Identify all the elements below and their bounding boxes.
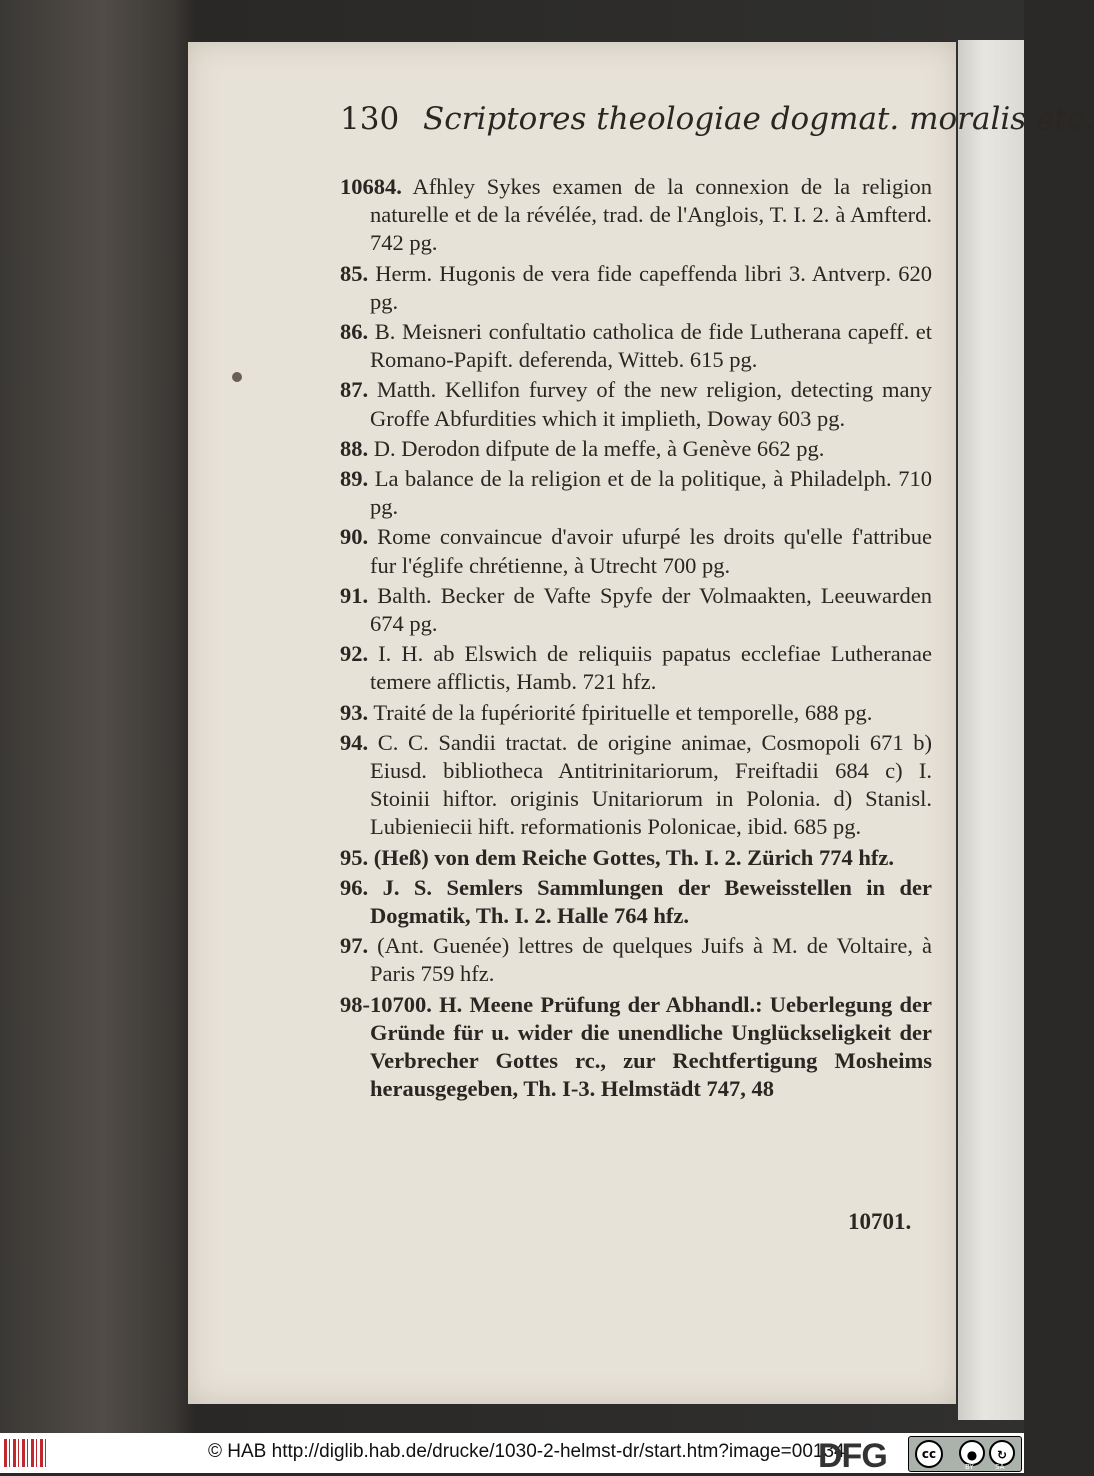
catalogue-entry: [340, 729, 932, 842]
entry-text: Balth. Becker de Vafte Spyfe der Volmaakten, Leeuwarden 674 pg.: [370, 582, 932, 637]
entry-number: 91.: [340, 582, 369, 608]
citation-link[interactable]: © HAB http://diglib.hab.de/drucke/1030-2-helmst-dr/start.htm?image=00134: [208, 1441, 845, 1462]
entry-number: 94.: [340, 729, 369, 755]
catalogue-entry: [340, 874, 932, 930]
entry-text: (Ant. Guenée) lettres de quelques Juifs à M. de Voltaire, à Paris 759 hfz.: [370, 933, 932, 987]
entry-number: 85.: [340, 260, 369, 286]
entry-number: 10684.: [340, 174, 402, 199]
entry-number: 88.: [340, 435, 369, 461]
entry-text: J. S. Semlers Sammlungen der Beweisstellen in der Dogmatik, Th. I. 2. Halle 764 hfz.: [370, 874, 933, 929]
catalogue-entry: [340, 376, 932, 432]
entry-number: 93.: [340, 699, 369, 725]
license-by-label: BY: [965, 1463, 974, 1471]
entry-text: (Heß) von dem Reiche Gottes, Th. I. 2. Zürich 774 hfz.: [373, 844, 894, 870]
entry-number: 92.: [340, 641, 369, 667]
entry-text: La balance de la religion et de la politique, à Philadelph. 710 pg.: [370, 466, 932, 520]
next-page-edge: [958, 40, 1024, 1420]
entry-text: Afhley Sykes examen de la connexion de la religion naturelle et de la révélée, trad. de l'Anglois, T. I. 2. à Amfterd. 742 pg.: [370, 174, 932, 256]
catalogue-entry: [340, 844, 932, 872]
catalogue-entry: [340, 173, 932, 258]
cc-icon: cc: [915, 1440, 943, 1468]
catalogue-entry: [340, 318, 932, 374]
entry-text: Rome convaincue d'avoir ufurpé les droits qu'elle f'attribue fur l'églife chrétienne, à Utrecht 700 pg.: [370, 524, 932, 578]
catalogue-entry: [340, 582, 932, 638]
catchword: 10701.: [848, 1209, 912, 1234]
license-sa-label: SA: [995, 1463, 1005, 1471]
entry-text: H. Meene Prüfung der Abhandl.: Ueberlegung der Gründe für u. wider die unendliche Unglückseligkeit der Verbrecher Gottes rc., zur Rechtfertigung Mosheims herausgegeben, Th. I-3. Helmstädt 747, 48: [370, 991, 932, 1102]
running-head: [340, 101, 1094, 147]
barcode-icon: [4, 1439, 48, 1467]
cc-license-badge[interactable]: [908, 1436, 1022, 1472]
catalogue-entry: [340, 640, 932, 696]
catalogue-entry: [340, 932, 932, 988]
entry-text: Herm. Hugonis de vera fide capeffenda libri 3. Antverp. 620 pg.: [370, 260, 932, 314]
ink-spot: [232, 372, 242, 382]
entry-number: 98-10700.: [340, 991, 432, 1017]
catalogue-entry: [340, 435, 932, 463]
entry-number: 90.: [340, 524, 369, 550]
catalogue-entry: [340, 991, 932, 1104]
catalogue-entry: [340, 465, 932, 521]
share-alike-icon: ↻: [989, 1440, 1015, 1466]
entry-number: 87.: [340, 377, 369, 403]
entry-number: 86.: [340, 319, 369, 345]
entry-text: Traité de la fupériorité fpirituelle et temporelle, 688 pg.: [373, 699, 873, 725]
entry-number: 96.: [340, 874, 369, 900]
entry-text: C. C. Sandii tractat. de origine animae, Cosmopoli 671 b) Eiusd. bibliotheca Antitrinitariorum, Freiftadii 684 c) I. Stoinii hiftor. originis Unitariorum in Polonia. d) Stanisl. Lubieniecii hift. reformationis Polonicae, ibid. 685 pg.: [370, 729, 933, 840]
catalogue-entry: [340, 523, 932, 579]
entry-text: D. Derodon difpute de la meffe, à Genève 662 pg.: [373, 435, 825, 461]
person-icon: ●: [959, 1440, 985, 1466]
running-head-title: Scriptores theologiae dogmat. moralis etc.: [423, 101, 1094, 137]
page-number: 130: [340, 101, 400, 137]
catalogue-entry: [340, 260, 932, 316]
entry-text: Matth. Kellifon furvey of the new religion, detecting many Groffe Abfurdities which it implieth, Doway 603 pg.: [370, 377, 932, 431]
entry-number: 89.: [340, 466, 369, 492]
catalogue-entry: [340, 699, 932, 727]
entry-text: B. Meisneri confultatio catholica de fide Lutherana capeff. et Romano-Papift. deferenda, Witteb. 615 pg.: [370, 319, 933, 373]
catalogue-entries: [340, 173, 932, 1104]
footer-bar: [0, 1433, 1024, 1473]
entry-number: 95.: [340, 844, 369, 870]
dfg-logo: DFG: [818, 1437, 887, 1475]
entry-text: I. H. ab Elswich de reliquiis papatus ecclefiae Lutheranae temere afflictis, Hamb. 721 hfz.: [370, 641, 932, 695]
entry-number: 97.: [340, 933, 369, 959]
